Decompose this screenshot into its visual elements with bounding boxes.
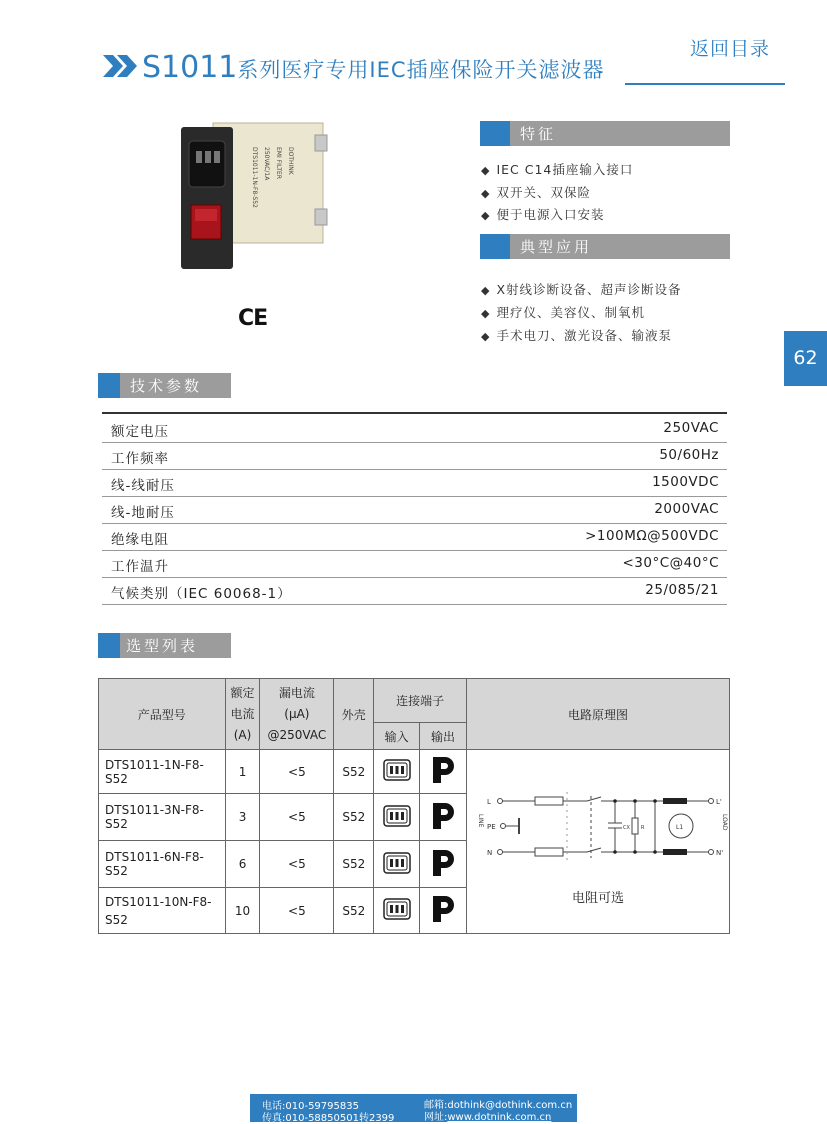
current-header-line: 电流 [230,706,255,721]
applications-heading: 典型应用 [520,238,593,256]
current-cell: 6 [225,841,260,888]
iec-c14-inlet-icon [383,852,411,874]
feature-text: IEC C14插座输入接口 [496,162,634,177]
application-item [481,303,645,321]
spec-row [102,496,727,524]
spec-key: 工作频率 [111,451,169,467]
col-header-model: 产品型号 [99,679,226,750]
page-number-tab: 62 [784,331,827,386]
output-terminal-cell [420,841,467,888]
title-underline [625,83,785,85]
circuit-label-n-out: N' [715,849,724,857]
footer-phone: 电话:010-59795835 [262,1101,359,1112]
spec-key: 气候类别（IEC 60068-1） [111,586,292,602]
input-terminal-cell [374,794,420,841]
diamond-bullet-icon: ◆ [481,330,491,343]
col-header-terminal: 连接端子 [374,679,467,723]
current-header-line: 额定 [230,685,255,700]
spade-terminal-icon [430,801,456,831]
spec-value: 50/60Hz [659,447,719,463]
col-header-current [225,679,260,750]
spec-key: 线-地耐压 [111,505,175,521]
section-accent [480,234,510,259]
spec-value: 25/085/21 [645,582,719,598]
website-link[interactable]: www.dotnink.com.cn [447,1112,552,1123]
leakage-header-line: @250VAC [267,727,327,742]
current-cell: 1 [225,750,260,794]
circuit-diagram-cell [466,750,729,934]
product-label-2: 250VAC/1A [263,147,270,181]
circuit-diagram [467,784,729,904]
spec-value: <30°C@40°C [622,555,719,571]
input-terminal-cell [374,841,420,888]
double-chevron-icon [103,55,139,77]
current-cell: 3 [225,794,260,841]
footer-website [424,1108,551,1123]
iec-c14-inlet-icon [383,759,411,781]
diamond-bullet-icon: ◆ [481,284,491,297]
spec-table-top-rule [102,412,727,414]
selection-header [98,633,231,658]
diamond-bullet-icon: ◆ [481,307,491,320]
tech-params-heading: 技术参数 [130,377,203,395]
application-item [481,326,672,344]
output-terminal-cell [420,888,467,934]
shell-cell: S52 [334,750,374,794]
product-label-4: DOTHINK [287,147,294,175]
feature-text: 便于电源入口安装 [496,207,605,222]
iec-c14-inlet-icon [383,898,411,920]
spec-value: 250VAC [663,420,719,436]
spec-value: >100MΩ@500VDC [585,528,719,544]
section-accent [98,373,120,398]
diamond-bullet-icon: ◆ [481,209,491,222]
model-cell: DTS1011-3N-F8-S52 [99,794,226,841]
page-title [142,50,605,85]
ce-mark: CE [238,306,268,331]
section-accent [480,121,510,146]
spec-value: 1500VDC [652,474,719,490]
model-cell: DTS1011-10N-F8-S52 [99,888,226,934]
output-terminal-cell [420,794,467,841]
spec-row [102,442,727,470]
feature-item [481,160,633,178]
circuit-label-cx: CX [622,825,630,831]
selection-table [98,678,730,934]
col-header-shell: 外壳 [334,679,374,750]
current-header-line: (A) [233,727,252,742]
diamond-bullet-icon: ◆ [481,187,491,200]
circuit-label-l-out: L' [715,798,722,806]
circuit-label-r: R [640,825,645,831]
iec-c14-inlet-icon [383,805,411,827]
shell-cell: S52 [334,888,374,934]
col-header-leakage [260,679,334,750]
title-description: 系列医疗专用IEC插座保险开关滤波器 [237,58,605,82]
circuit-label-line: LINE [476,814,484,828]
section-accent [98,633,120,658]
circuit-label-pe: PE [486,823,496,831]
shell-cell: S52 [334,841,374,888]
application-text: X射线诊断设备、超声诊断设备 [496,282,682,297]
product-label-3: EMI FILTER [275,147,282,180]
spec-key: 线-线耐压 [111,478,175,494]
input-terminal-cell [374,750,420,794]
application-text: 理疗仪、美容仪、制氧机 [496,305,645,320]
spade-terminal-icon [430,848,456,878]
leakage-header-line: (μA) [284,706,310,721]
product-label-1: DTS1011-1N-F8-S52 [251,147,258,208]
shell-cell: S52 [334,794,374,841]
title-series: S1011 [142,50,238,85]
application-item [481,280,682,298]
current-cell: 10 [225,888,260,934]
spade-terminal-icon [430,755,456,785]
product-image [175,117,333,272]
features-heading: 特征 [520,125,557,143]
col-header-output: 输出 [420,723,467,750]
circuit-label-load: LOAD [720,814,728,831]
leakage-cell: <5 [260,794,334,841]
circuit-note: 电阻可选 [571,891,624,904]
spade-terminal-icon [430,894,456,924]
spec-row [102,523,727,551]
selection-heading: 选型列表 [126,637,199,655]
model-cell: DTS1011-6N-F8-S52 [99,841,226,888]
circuit-label-l1: L1 [675,824,684,831]
spec-key: 绝缘电阻 [111,532,169,548]
leakage-cell: <5 [260,888,334,934]
leakage-header-line: 漏电流 [278,685,315,700]
feature-item [481,183,591,201]
footer-fax: 传真:010-58850501转2399 [262,1113,395,1124]
footer-email: 邮箱:dothink@dothink.com.cn [424,1100,573,1111]
table-row [99,750,730,794]
feature-text: 双开关、双保险 [496,185,591,200]
tech-params-header [98,373,231,398]
spec-row [102,577,727,605]
output-terminal-cell [420,750,467,794]
spec-key: 工作温升 [111,559,169,575]
col-header-input: 输入 [374,723,420,750]
diamond-bullet-icon: ◆ [481,164,491,177]
circuit-label-l: L [486,798,491,806]
features-header [480,121,730,146]
leakage-cell: <5 [260,750,334,794]
applications-header [480,234,730,259]
spec-row [102,469,727,497]
contact-footer [250,1094,577,1122]
circuit-label-n: N [486,849,493,857]
spec-value: 2000VAC [654,501,719,517]
input-terminal-cell [374,888,420,934]
col-header-circuit: 电路原理图 [466,679,729,750]
spec-row [102,550,727,578]
leakage-cell: <5 [260,841,334,888]
model-cell: DTS1011-1N-F8-S52 [99,750,226,794]
feature-item [481,205,604,223]
spec-row [102,415,727,443]
application-text: 手术电刀、激光设备、输液泵 [496,328,672,343]
spec-key: 额定电压 [111,424,169,440]
footer-website-label: 网址: [424,1112,448,1123]
back-to-contents-link[interactable]: 返回目录 [690,38,771,60]
